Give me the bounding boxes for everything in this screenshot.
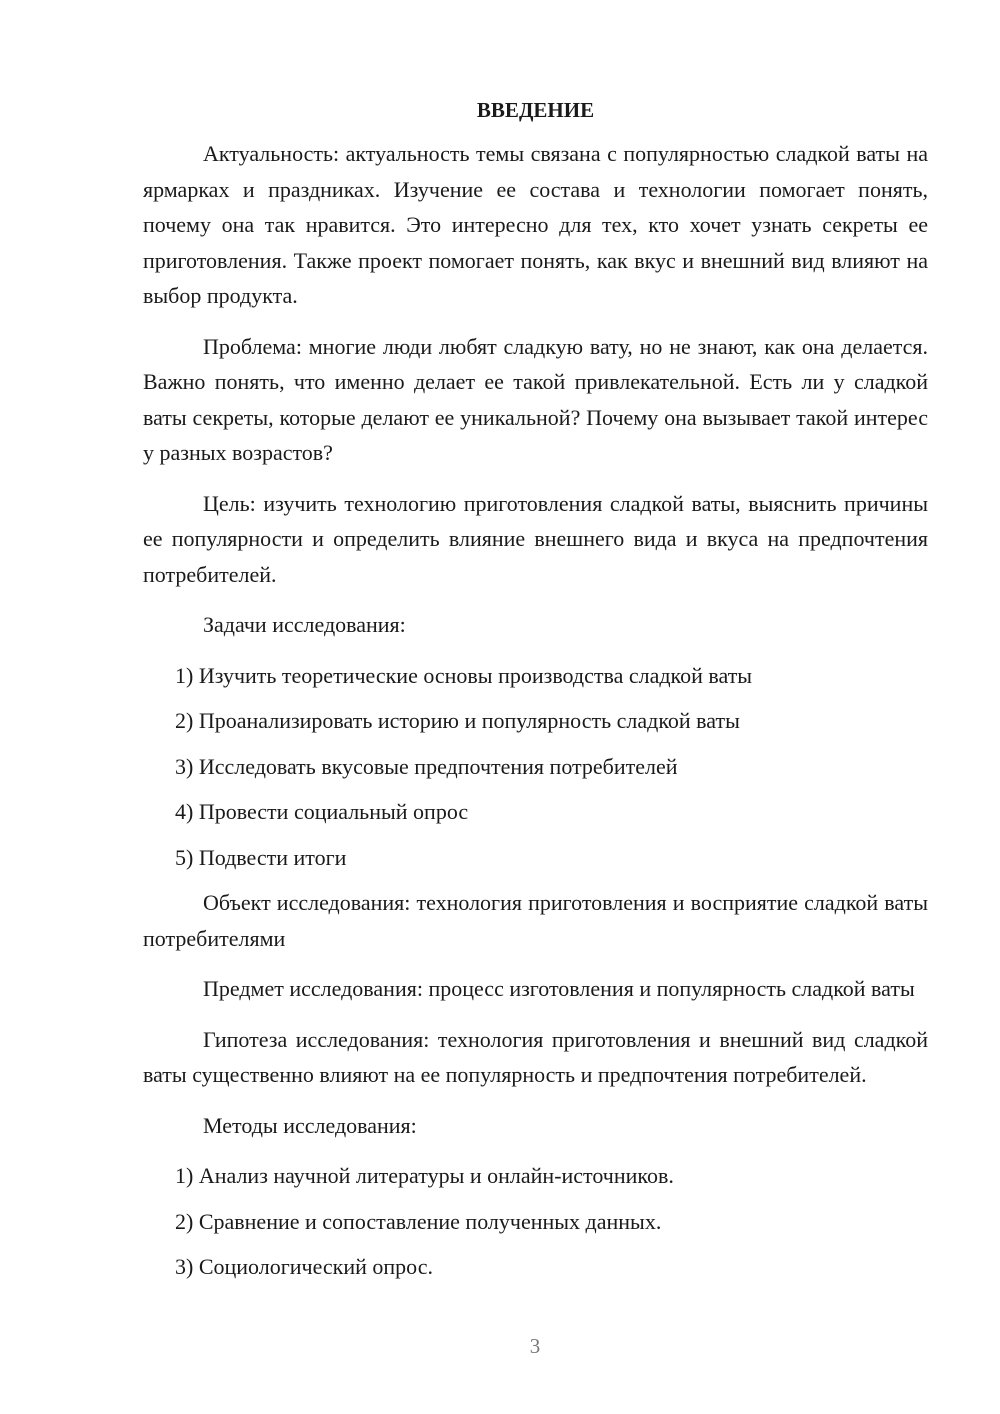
task-item: 1) Изучить теоретические основы производства сладкой ваты xyxy=(175,662,753,688)
subject-paragraph: Предмет исследования: процесс изготовления и популярность сладкой ваты xyxy=(203,976,915,1001)
task-item: 4) Провести социальный опрос xyxy=(175,799,469,824)
task-item: 3) Исследовать вкусовые предпочтения потребителей xyxy=(175,753,678,779)
task-item: 2) Проанализировать историю и популярность сладкой ваты xyxy=(175,708,740,733)
document-page xyxy=(143,92,928,1295)
methods-list xyxy=(143,1158,928,1285)
object-paragraph: Объект исследования: технология приготовления и восприятие сладкой ваты потребителями xyxy=(143,890,928,951)
page-number: 3 xyxy=(529,1334,541,1358)
goal-paragraph: Цель: изучить технологию приготовления сладкой ваты, выяснить причины ее популярности и определить влияние внешнего вида и вкуса на предпочтения потребителей. xyxy=(143,490,928,587)
task-item: 5) Подвести итоги xyxy=(175,844,347,870)
method-item: 3) Социологический опрос. xyxy=(175,1254,433,1279)
relevance-paragraph: Актуальность: актуальность темы связана с популярностью сладкой ваты на ярмарках и праздниках. Изучение ее состава и технологии помогает понять, почему она так нравится. Это интересно для тех, кто хочет узнать секреты ее приготовления. Также проект помогает понять, как вкус и внешний вид влияют на выбор продукта. xyxy=(143,141,928,308)
hypothesis-paragraph: Гипотеза исследования: технология приготовления и внешний вид сладкой ваты существенно влияют на ее популярность и предпочтения потребителей. xyxy=(143,1026,928,1087)
methods-heading: Методы исследования: xyxy=(203,1112,417,1138)
method-item: 1) Анализ научной литературы и онлайн-источников. xyxy=(175,1163,674,1188)
method-item: 2) Сравнение и сопоставление полученных данных. xyxy=(175,1208,662,1234)
problem-paragraph: Проблема: многие люди любят сладкую вату, но не знают, как она делается. Важно понять, что именно делает ее такой привлекательной. Есть ли у сладкой ваты секреты, которые делают ее уникальной? Почему она вызывает такой интерес у разных возрастов? xyxy=(143,333,928,465)
tasks-heading: Задачи исследования: xyxy=(203,612,406,637)
document-title: ВВЕДЕНИЕ xyxy=(476,98,595,122)
tasks-list xyxy=(143,658,928,876)
